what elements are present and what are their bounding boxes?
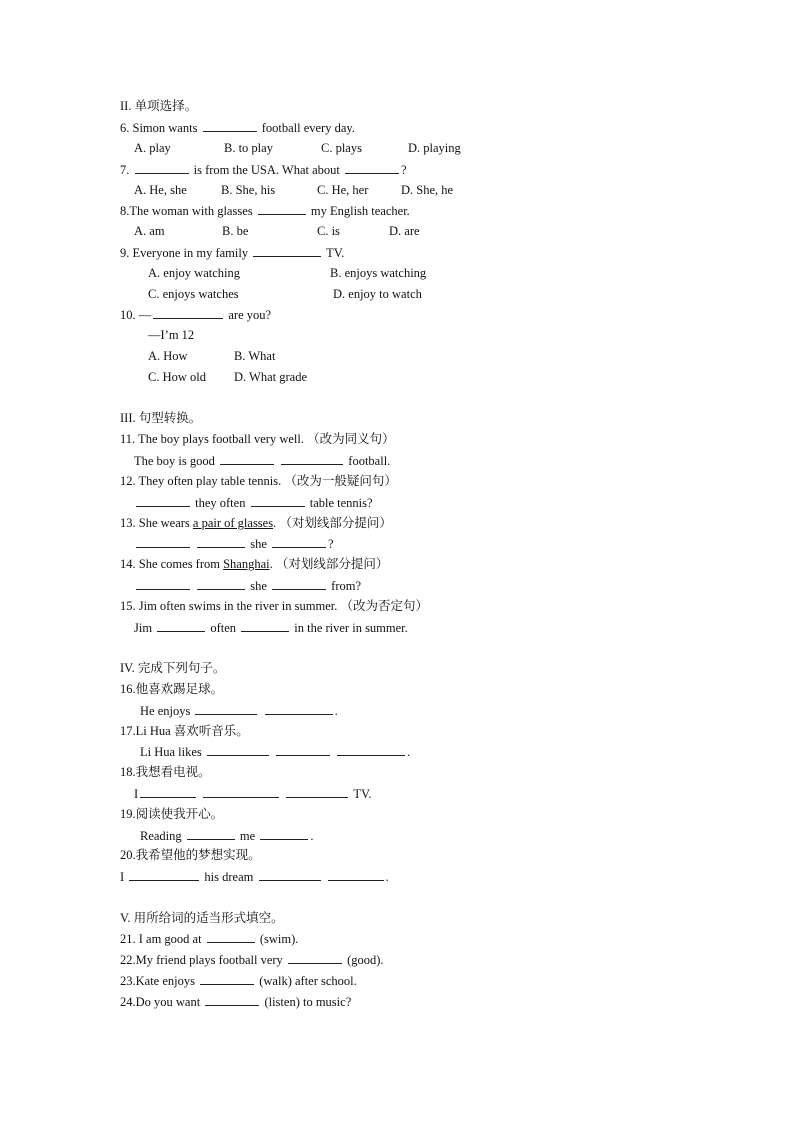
option-b[interactable]: B. to play [224, 141, 273, 155]
blank[interactable] [281, 450, 343, 465]
blank[interactable] [153, 304, 223, 319]
option-d[interactable]: D. She, he [401, 183, 454, 197]
question-22: 22.My friend plays football very (good). [120, 949, 384, 970]
blank[interactable] [286, 783, 348, 798]
section-title-4: IV. 完成下列句子。 [120, 661, 226, 675]
blank[interactable] [345, 159, 399, 174]
blank[interactable] [187, 825, 235, 840]
option-a[interactable]: A. play [134, 141, 171, 155]
option-b[interactable]: B. enjoys watching [330, 266, 427, 280]
blank[interactable] [337, 741, 405, 756]
question-20: 20.我希望他的梦想实现。 [120, 848, 261, 862]
options-10-row2 [148, 367, 348, 388]
blank[interactable] [253, 242, 321, 257]
blank[interactable] [265, 700, 333, 715]
options-10-row1 [148, 346, 348, 367]
question-7: 7. is from the USA. What about ? [120, 159, 407, 180]
blank[interactable] [203, 783, 279, 798]
blank[interactable] [207, 928, 255, 943]
question-23: 23.Kate enjoys (walk) after school. [120, 970, 357, 991]
blank[interactable] [258, 200, 306, 215]
options-9-row1 [148, 263, 468, 284]
blank[interactable] [241, 617, 289, 632]
blank[interactable] [197, 533, 245, 548]
blank[interactable] [157, 617, 205, 632]
question-8: 8.The woman with glasses my English teacher. [120, 200, 410, 221]
option-d[interactable]: D. What grade [234, 370, 308, 384]
options-6 [134, 138, 494, 159]
option-b[interactable]: B. What [234, 349, 276, 363]
options-9-row2 [148, 284, 468, 305]
section-title-2: II. 单项选择。 [120, 99, 198, 113]
option-a[interactable]: A. enjoy watching [148, 266, 240, 280]
answer-11: The boy is good football. [134, 450, 390, 471]
blank[interactable] [136, 575, 190, 590]
blank[interactable] [220, 450, 274, 465]
question-15: 15. Jim often swims in the river in summer. （改为否定句） [120, 599, 428, 613]
blank[interactable] [136, 533, 190, 548]
question-13: 13. She wears a pair of glasses. （对划线部分提问） [120, 516, 392, 530]
question-16: 16.他喜欢踢足球。 [120, 682, 224, 696]
blank[interactable] [260, 825, 308, 840]
section-title-3: III. 句型转换。 [120, 411, 202, 425]
question-10: 10. — are you? [120, 304, 271, 325]
question-10-answer: —I’m 12 [148, 328, 195, 342]
answer-18: I TV. [134, 783, 372, 804]
section-title-5: V. 用所给词的适当形式填空。 [120, 911, 284, 925]
blank[interactable] [203, 117, 257, 132]
blank[interactable] [129, 866, 199, 881]
blank[interactable] [135, 159, 189, 174]
question-12: 12. They often play table tennis. （改为一般疑问句） [120, 474, 397, 488]
option-d[interactable]: D. are [389, 224, 420, 238]
option-c[interactable]: C. How old [148, 370, 206, 384]
answer-14: she from? [134, 575, 361, 596]
question-6: 6. Simon wants football every day. [120, 117, 355, 138]
answer-15: Jim often in the river in summer. [134, 617, 408, 638]
answer-12: they often table tennis? [134, 492, 373, 513]
blank[interactable] [140, 783, 196, 798]
blank[interactable] [328, 866, 384, 881]
blank[interactable] [251, 492, 305, 507]
question-21: 21. I am good at (swim). [120, 928, 298, 949]
blank[interactable] [272, 575, 326, 590]
blank[interactable] [205, 991, 259, 1006]
option-c[interactable]: C. is [317, 224, 340, 238]
blank[interactable] [288, 949, 342, 964]
answer-20: I his dream . [120, 866, 389, 887]
question-14: 14. She comes from Shanghai. （对划线部分提问） [120, 557, 389, 571]
option-c[interactable]: C. He, her [317, 183, 369, 197]
option-c[interactable]: C. plays [321, 141, 362, 155]
options-8 [134, 221, 494, 242]
question-9: 9. Everyone in my family TV. [120, 242, 344, 263]
blank[interactable] [272, 533, 326, 548]
answer-17: Li Hua likes . [140, 741, 410, 762]
question-17: 17.Li Hua 喜欢听音乐。 [120, 724, 249, 738]
blank[interactable] [259, 866, 321, 881]
option-a[interactable]: A. am [134, 224, 165, 238]
question-19: 19.阅读使我开心。 [120, 807, 224, 821]
answer-13: she ? [134, 533, 334, 554]
answer-16: He enjoys . [140, 700, 338, 721]
option-c[interactable]: C. enjoys watches [148, 287, 239, 301]
option-a[interactable]: A. He, she [134, 183, 187, 197]
option-b[interactable]: B. She, his [221, 183, 276, 197]
blank[interactable] [136, 492, 190, 507]
option-d[interactable]: D. enjoy to watch [333, 287, 422, 301]
blank[interactable] [200, 970, 254, 985]
question-18: 18.我想看电视。 [120, 765, 211, 779]
blank[interactable] [197, 575, 245, 590]
option-b[interactable]: B. be [222, 224, 249, 238]
options-7 [134, 180, 494, 201]
answer-19: Reading me . [140, 825, 313, 846]
blank[interactable] [207, 741, 269, 756]
question-24: 24.Do you want (listen) to music? [120, 991, 351, 1012]
blank[interactable] [195, 700, 257, 715]
option-a[interactable]: A. How [148, 349, 188, 363]
blank[interactable] [276, 741, 330, 756]
option-d[interactable]: D. playing [408, 141, 461, 155]
question-11: 11. The boy plays football very well. （改为同义句） [120, 432, 395, 446]
